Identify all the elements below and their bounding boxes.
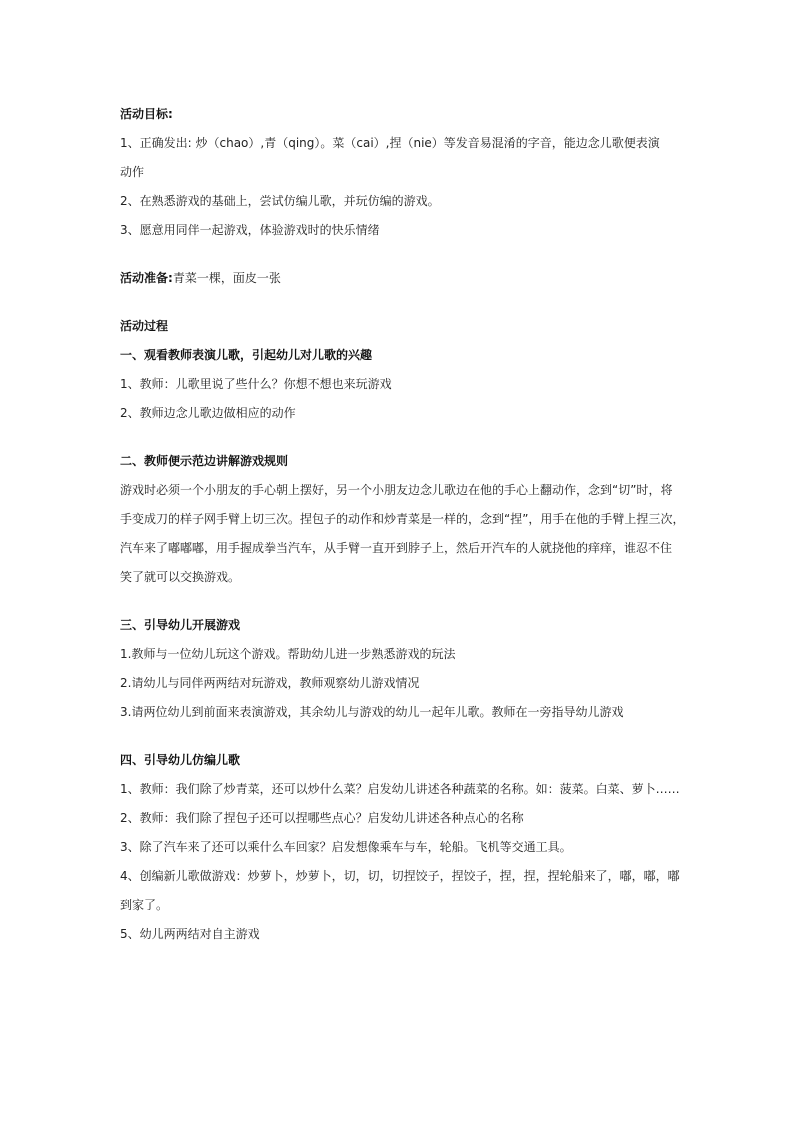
section-2-line-4: 笑了就可以交换游戏。 (120, 570, 241, 584)
prep-content: 青菜一棵，面皮一张 (172, 271, 281, 285)
process-title: 活动过程 (120, 319, 169, 333)
spacer (120, 245, 680, 264)
section-1-title: 一、观看教师表演儿歌，引起幼儿对儿歌的兴趣 (120, 348, 373, 362)
section-4-item-2: 2、教师：我们除了捏包子还可以捏哪些点心？启发幼儿讲述各种点心的名称 (120, 811, 524, 825)
spacer (120, 592, 680, 611)
section-3-item-1: 1.教师与一位幼儿玩这个游戏。帮助幼儿进一步熟悉游戏的玩法 (120, 647, 456, 661)
spacer (120, 727, 680, 746)
goals-title: 活动目标: (120, 107, 173, 121)
section-4-item-1: 1、教师：我们除了炒青菜，还可以炒什么菜？启发幼儿讲述各种蔬菜的名称。如：菠菜。白菜、萝卜…… (120, 782, 680, 796)
goal-item-1-line-1: 1、正确发出: 炒（chao）,青（qing）。菜（cai）,捏（nie）等发音易混淆的字音，能边念儿歌便表演 (120, 136, 660, 150)
section-4-item-5: 5、幼儿两两结对自主游戏 (120, 927, 260, 941)
section-2-line-2: 手变成刀的样子网手臂上切三次。捏包子的动作和炒青菜是一样的，念到“捏”，用手在他的手臂上捏三次， (120, 512, 685, 526)
goal-item-1-line-2: 动作 (120, 165, 145, 179)
section-4-title: 四、引导幼儿仿编儿歌 (120, 753, 241, 767)
section-3-item-2: 2.请幼儿与同伴两两结对玩游戏，教师观察幼儿游戏情况 (120, 676, 420, 690)
section-1-item-2: 2、教师边念儿歌边做相应的动作 (120, 406, 296, 420)
section-2-line-3: 汽车来了嘟嘟嘟，用手握成拳当汽车，从手臂一直开到脖子上，然后开汽车的人就挠他的痒痒，谁忍不住 (120, 541, 673, 555)
spacer (120, 293, 680, 312)
goal-item-3: 3、愿意用同伴一起游戏，体验游戏时的快乐情绪 (120, 223, 380, 237)
section-2-title: 二、教师便示范边讲解游戏规则 (120, 454, 289, 468)
section-3-item-3: 3.请两位幼儿到前面来表演游戏，其余幼儿与游戏的幼儿一起年儿歌。教师在一旁指导幼儿游戏 (120, 705, 624, 719)
spacer (120, 428, 680, 447)
prep-line (120, 264, 680, 293)
section-4-item-3: 3、除了汽车来了还可以乘什么车回家？启发想像乘车与车，轮船。飞机等交通工具。 (120, 840, 572, 854)
section-4-item-4-line-1: 4、创编新儿歌做游戏：炒萝卜，炒萝卜，切，切，切捏饺子，捏饺子，捏，捏，捏轮船来了，嘟，嘟，嘟 (120, 869, 680, 883)
section-2-line-1: 游戏时必须一个小朋友的手心朝上摆好，另一个小朋友边念儿歌边在他的手心上翻动作，念到“切”时，将 (120, 483, 673, 497)
section-1-item-1: 1、教师：儿歌里说了些什么？你想不想也来玩游戏 (120, 377, 392, 391)
document-page (120, 100, 685, 949)
goal-item-2: 2、在熟悉游戏的基础上，尝试仿编儿歌，并玩仿编的游戏。 (120, 194, 440, 208)
section-3-title: 三、引导幼儿开展游戏 (120, 618, 241, 632)
prep-title: 活动准备: (120, 271, 173, 285)
section-4-item-4-line-2: 到家了。 (120, 898, 169, 912)
